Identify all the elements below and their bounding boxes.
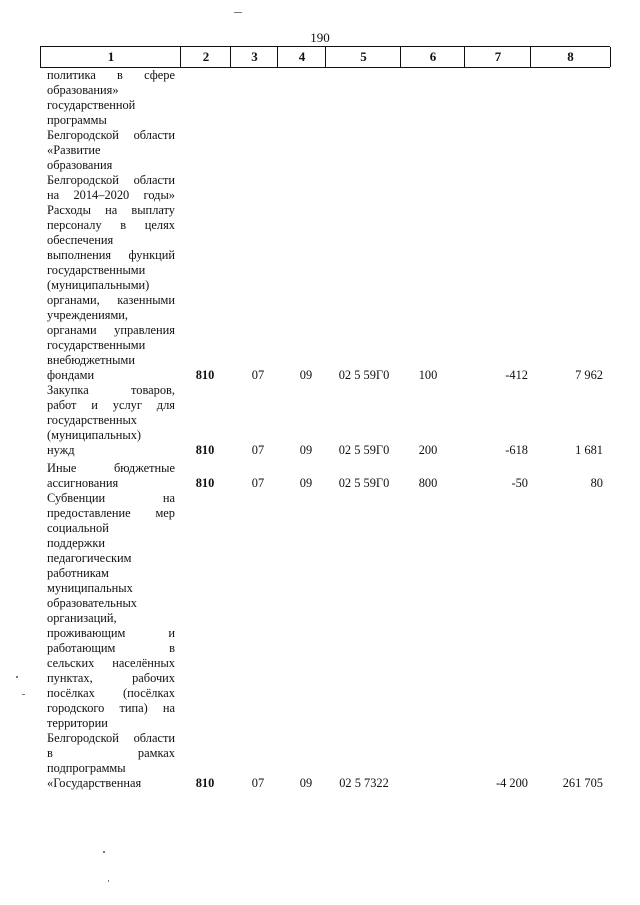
header-col-8: 8 — [530, 47, 611, 67]
description-line: выполнения функций — [47, 248, 175, 262]
description-line: образовательных — [47, 596, 137, 610]
description-line: проживающим и — [47, 626, 175, 640]
description-line: территории — [47, 716, 108, 730]
description-line: «Государственная — [47, 776, 142, 790]
row-procurement-target-item: 02 5 59Г0 — [338, 443, 390, 457]
description-line: нужд — [47, 443, 75, 457]
description-line: государственными — [47, 338, 146, 352]
description-line: в рамках — [47, 746, 175, 760]
description-line: пунктах, рабочих — [47, 671, 175, 685]
table-header-row — [40, 46, 610, 68]
description-line: государственными — [47, 263, 146, 277]
description-line: программы — [47, 113, 107, 127]
description-line: ассигнования — [47, 476, 119, 490]
row-procurement-subsection: 09 — [299, 443, 313, 457]
description-line: Расходы на выплату — [47, 203, 175, 217]
row-other-ministry-code: 810 — [195, 476, 215, 490]
description-line: внебюджетными — [47, 353, 135, 367]
row-subventions-subsection: 09 — [299, 776, 313, 790]
header-col-5: 5 — [325, 47, 401, 67]
description-line: сельских населённых — [47, 656, 175, 670]
row-description-procurement — [47, 383, 175, 458]
description-line: Белгородской области — [47, 731, 175, 745]
header-col-2: 2 — [180, 47, 231, 67]
row-procurement-total: 1 681 — [575, 443, 603, 457]
description-line: политика в сфере — [47, 68, 175, 82]
description-line: Белгородской области — [47, 128, 175, 142]
row-subventions-section: 07 — [251, 776, 265, 790]
description-line: Белгородской области — [47, 173, 175, 187]
row-subventions-target-item: 02 5 7322 — [339, 776, 389, 790]
row-description-personnel — [47, 203, 175, 383]
description-line: городского типа) на — [47, 701, 175, 715]
description-line: государственной — [47, 98, 136, 112]
row-personnel-subsection: 09 — [299, 368, 313, 382]
description-line: учреждениями, — [47, 308, 129, 322]
row-other-target-item: 02 5 59Г0 — [338, 476, 390, 490]
scan-speck — [16, 676, 18, 678]
header-col-7: 7 — [464, 47, 531, 67]
description-line: поддержки — [47, 536, 105, 550]
row-subventions-total: 261 705 — [562, 776, 603, 790]
row-personnel-ministry-code: 810 — [195, 368, 215, 382]
description-line: организаций, — [47, 611, 117, 625]
row-personnel-section: 07 — [251, 368, 265, 382]
header-col-1: 1 — [40, 47, 181, 67]
row-description-subventions — [47, 491, 175, 791]
row-subventions-change: -4 200 — [495, 776, 528, 790]
description-line: работ и услуг для — [47, 398, 175, 412]
description-line: «Развитие — [47, 143, 101, 157]
row-personnel-expense-type: 100 — [418, 368, 438, 382]
description-line: органами, казенными — [47, 293, 175, 307]
row-other-change: -50 — [511, 476, 528, 490]
description-line: персоналу в целях — [47, 218, 175, 232]
description-line: предоставление мер — [47, 506, 175, 520]
header-col-3: 3 — [230, 47, 278, 67]
description-line: органами управления — [47, 323, 175, 337]
scan-speck — [234, 12, 242, 13]
scan-speck — [103, 851, 105, 853]
description-line: посёлках (посёлках — [47, 686, 175, 700]
description-line: на 2014–2020 годы» — [47, 188, 175, 202]
description-line: работникам — [47, 566, 109, 580]
scan-speck — [108, 880, 109, 882]
scan-speck — [22, 694, 25, 695]
description-line: социальной — [47, 521, 109, 535]
description-line: обеспечения — [47, 233, 114, 247]
description-line: Закупка товаров, — [47, 383, 175, 397]
header-col-6: 6 — [400, 47, 465, 67]
row-other-expense-type: 800 — [418, 476, 438, 490]
row-description-continuation — [47, 68, 175, 203]
description-line: (муниципальными) — [47, 278, 150, 292]
description-line: подпрограммы — [47, 761, 126, 775]
description-line: образования — [47, 158, 113, 172]
description-line: педагогическим — [47, 551, 132, 565]
row-personnel-total: 7 962 — [575, 368, 603, 382]
description-line: Субвенции на — [47, 491, 175, 505]
row-subventions-ministry-code: 810 — [195, 776, 215, 790]
row-other-section: 07 — [251, 476, 265, 490]
description-line: фондами — [47, 368, 95, 382]
row-personnel-change: -412 — [505, 368, 528, 382]
description-line: (муниципальных) — [47, 428, 142, 442]
description-line: образования» — [47, 83, 119, 97]
row-other-total: 80 — [590, 476, 603, 490]
row-procurement-change: -618 — [505, 443, 528, 457]
row-procurement-ministry-code: 810 — [195, 443, 215, 457]
row-procurement-section: 07 — [251, 443, 265, 457]
description-line: муниципальных — [47, 581, 133, 595]
row-procurement-expense-type: 200 — [418, 443, 438, 457]
row-other-subsection: 09 — [299, 476, 313, 490]
row-description-other — [47, 461, 175, 491]
header-col-4: 4 — [277, 47, 326, 67]
description-line: Иные бюджетные — [47, 461, 175, 475]
description-line: государственных — [47, 413, 138, 427]
row-personnel-target-item: 02 5 59Г0 — [338, 368, 390, 382]
page-number: 190 — [310, 30, 330, 45]
description-line: работающим в — [47, 641, 175, 655]
